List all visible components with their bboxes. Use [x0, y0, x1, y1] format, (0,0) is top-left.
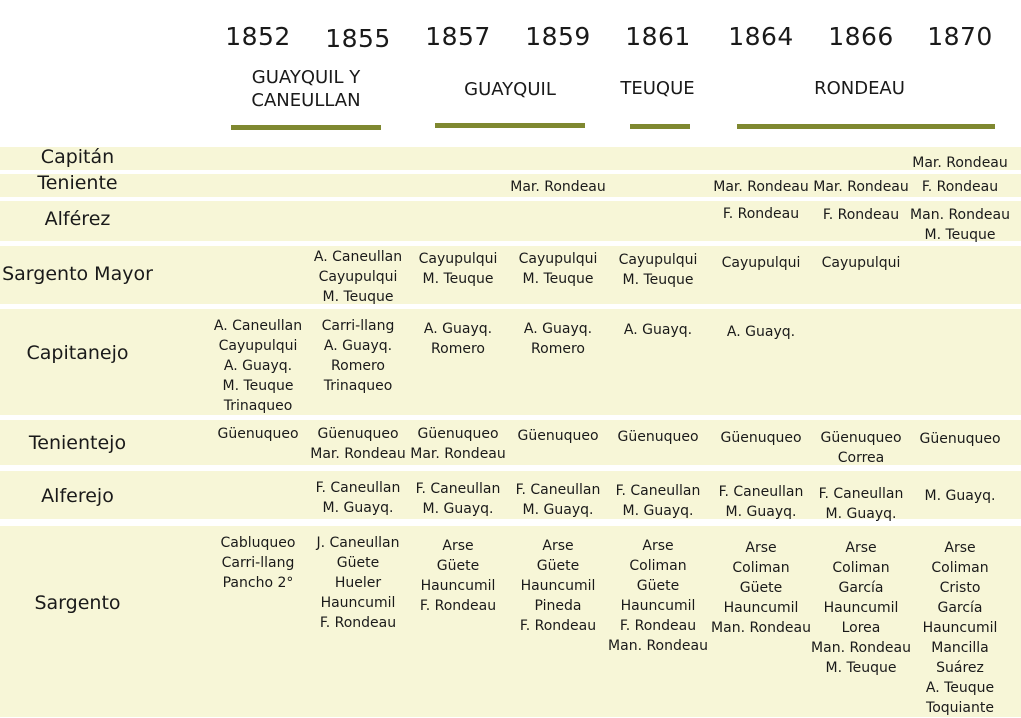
officer-cell	[208, 533, 308, 593]
officer-cell	[308, 424, 408, 464]
officer-name: Man. Rondeau	[711, 620, 811, 636]
rank-label: Alférez	[44, 208, 111, 230]
officer-name: Arse	[745, 540, 777, 556]
officer-name: Lorea	[841, 620, 881, 636]
officer-name: M. Guayq.	[725, 504, 797, 520]
officer-name: Güete	[336, 555, 380, 571]
officer-name: Cayupulqui	[721, 255, 801, 271]
officer-name: Cayupulqui	[518, 251, 598, 267]
officer-cell	[711, 253, 811, 273]
officer-name: Hauncumil	[823, 600, 899, 616]
year-label: 1861	[625, 22, 691, 51]
officer-name: M. Teuque	[222, 378, 294, 394]
rank-label: Tenientejo	[28, 432, 127, 454]
rank-label: Sargento Mayor	[2, 263, 153, 285]
chief-period-label: TEUQUE	[620, 78, 695, 99]
officer-name: F. Caneullan	[315, 480, 401, 496]
officer-cell	[608, 536, 708, 656]
chief-period-label: GUAYQUIL	[464, 79, 556, 100]
officer-name: F. Caneullan	[718, 484, 804, 500]
officer-name: Hauncumil	[620, 598, 696, 614]
officer-cell	[811, 253, 911, 273]
officer-name: Coliman	[931, 560, 989, 576]
officer-cell	[811, 538, 911, 678]
officer-name: F. Caneullan	[415, 481, 501, 497]
officer-cell	[711, 428, 811, 448]
rank-label: Teniente	[37, 172, 118, 194]
officer-cell	[408, 479, 508, 519]
officer-cell	[508, 480, 608, 520]
year-label: 1857	[425, 22, 491, 51]
officer-name: A. Guayq.	[223, 358, 293, 374]
officer-name: Cabluqueo	[220, 535, 296, 551]
officer-cell	[208, 424, 308, 444]
officer-cell	[910, 538, 1010, 718]
officer-name: M. Guayq.	[522, 502, 594, 518]
officer-cell	[308, 478, 408, 518]
officer-name: Hauncumil	[922, 620, 998, 636]
officer-name: Güenuqueo	[217, 426, 299, 442]
officer-name: Hauncumil	[520, 578, 596, 594]
officer-name: F. Rondeau	[419, 598, 497, 614]
officer-cell	[308, 533, 408, 633]
officer-name: M. Teuque	[322, 289, 394, 305]
officer-name: A. Guayq.	[423, 321, 493, 337]
officer-name: Romero	[431, 341, 485, 357]
officer-name: Güenuqueo	[317, 426, 399, 442]
officer-name: Mar. Rondeau	[912, 155, 1008, 171]
officer-cell	[508, 319, 608, 359]
rank-label: Capitanejo	[26, 342, 129, 364]
officer-name: F. Caneullan	[818, 486, 904, 502]
officer-cell	[811, 428, 911, 468]
officer-name: Romero	[531, 341, 585, 357]
officer-name: A. Teuque	[925, 680, 995, 696]
officer-name: M. Teuque	[924, 227, 996, 243]
officer-name: F. Rondeau	[722, 206, 800, 222]
officer-name: Arse	[845, 540, 877, 556]
year-label: 1866	[828, 22, 894, 51]
officer-name: M. Guayq.	[825, 506, 897, 522]
officer-name: Hauncumil	[420, 578, 496, 594]
officer-cell	[910, 429, 1010, 449]
officer-cell	[711, 482, 811, 522]
chief-period-label: RONDEAU	[814, 78, 905, 99]
officer-name: F. Rondeau	[319, 615, 397, 631]
chief-period-bar	[435, 123, 585, 128]
officer-name: Coliman	[732, 560, 790, 576]
officer-name: M. Teuque	[622, 272, 694, 288]
officer-name: A. Caneullan	[213, 318, 303, 334]
officer-name: F. Rondeau	[822, 207, 900, 223]
officer-cell	[608, 481, 708, 521]
officer-cell	[308, 316, 408, 396]
officer-name: Correa	[837, 450, 885, 466]
officer-name: Coliman	[629, 558, 687, 574]
officer-name: J. Caneullan	[316, 535, 400, 551]
officer-name: Güenuqueo	[517, 428, 599, 444]
officer-cell	[508, 177, 608, 197]
officer-name: Arse	[542, 538, 574, 554]
officer-name: M. Guayq.	[924, 488, 996, 504]
year-label: 1864	[728, 22, 794, 51]
officer-cell	[711, 177, 811, 197]
officer-cell	[408, 249, 508, 289]
officer-cell	[408, 536, 508, 616]
officer-name: Man. Rondeau	[811, 640, 911, 656]
officer-name: F. Caneullan	[615, 483, 701, 499]
officer-name: Pineda	[534, 598, 582, 614]
officer-name: Suárez	[936, 660, 984, 676]
year-label: 1859	[525, 22, 591, 51]
officer-name: Mar. Rondeau	[410, 446, 506, 462]
officer-name: Güete	[436, 558, 480, 574]
officer-name: Arse	[944, 540, 976, 556]
officer-cell	[608, 250, 708, 290]
officer-name: Cristo	[939, 580, 981, 596]
rank-label: Alferejo	[41, 485, 114, 507]
officer-cell	[608, 427, 708, 447]
officer-cell	[811, 205, 911, 225]
officer-name: Cayupulqui	[318, 269, 398, 285]
officer-name: Arse	[442, 538, 474, 554]
officer-name: Güete	[739, 580, 783, 596]
officer-cell	[711, 322, 811, 342]
officer-cell	[508, 249, 608, 289]
officer-name: Güenuqueo	[919, 431, 1001, 447]
officer-cell	[811, 177, 911, 197]
officer-name: Güete	[636, 578, 680, 594]
officer-name: Trinaqueo	[223, 398, 293, 414]
officer-name: Mar. Rondeau	[510, 179, 606, 195]
officer-name: A. Guayq.	[323, 338, 393, 354]
officer-name: Carri-llang	[321, 318, 395, 334]
chief-period-bar	[737, 124, 995, 129]
officer-name: Man. Rondeau	[608, 638, 708, 654]
officer-name: García	[838, 580, 884, 596]
officer-name: Man. Rondeau	[910, 207, 1010, 223]
officer-name: M. Teuque	[422, 271, 494, 287]
chief-period-bar	[630, 124, 690, 129]
officer-name: García	[937, 600, 983, 616]
officer-name: A. Guayq.	[726, 324, 796, 340]
officer-name: Romero	[331, 358, 385, 374]
rank-label: Capitán	[40, 146, 115, 168]
officer-name: Coliman	[832, 560, 890, 576]
officer-name: Mar. Rondeau	[713, 179, 809, 195]
officer-name: A. Guayq.	[623, 322, 693, 338]
officer-name: Mar. Rondeau	[813, 179, 909, 195]
officer-name: Pancho 2°	[222, 575, 294, 591]
officer-cell	[910, 205, 1010, 245]
officer-name: Arse	[642, 538, 674, 554]
officer-name: Güenuqueo	[417, 426, 499, 442]
officer-name: M. Teuque	[825, 660, 897, 676]
officer-cell	[910, 486, 1010, 506]
officer-name: Carri-llang	[221, 555, 295, 571]
officer-cell	[811, 484, 911, 524]
year-label: 1852	[225, 22, 291, 51]
officer-name: Cayupulqui	[418, 251, 498, 267]
officer-cell	[508, 426, 608, 446]
year-label: 1855	[325, 24, 391, 53]
rank-label: Sargento	[34, 592, 121, 614]
officer-name: F. Caneullan	[515, 482, 601, 498]
officer-name: M. Teuque	[522, 271, 594, 287]
officer-cell	[408, 319, 508, 359]
officer-cell	[208, 316, 308, 416]
officer-name: Trinaqueo	[323, 378, 393, 394]
officer-name: M. Guayq.	[622, 503, 694, 519]
officer-name: M. Guayq.	[422, 501, 494, 517]
officer-name: Cayupulqui	[821, 255, 901, 271]
officer-name: Güete	[536, 558, 580, 574]
officer-name: Hueler	[334, 575, 382, 591]
chief-period-bar	[231, 125, 381, 130]
officer-name: F. Rondeau	[921, 179, 999, 195]
officer-name: Mancilla	[931, 640, 989, 656]
officer-name: F. Rondeau	[519, 618, 597, 634]
year-label: 1870	[927, 22, 993, 51]
officer-name: M. Guayq.	[322, 500, 394, 516]
officer-name: Hauncumil	[320, 595, 396, 611]
officer-name: Hauncumil	[723, 600, 799, 616]
officer-name: Mar. Rondeau	[310, 446, 406, 462]
officer-cell	[711, 538, 811, 638]
officer-name: F. Rondeau	[619, 618, 697, 634]
officer-cell	[608, 320, 708, 340]
officer-cell	[910, 177, 1010, 197]
officer-cell	[508, 536, 608, 636]
officer-cell	[910, 153, 1010, 173]
chief-period-label: GUAYQUIL Y CANEULLAN	[251, 67, 361, 111]
officer-name: Cayupulqui	[618, 252, 698, 268]
officer-cell	[308, 247, 408, 307]
officer-name: Güenuqueo	[720, 430, 802, 446]
officer-name: Güenuqueo	[617, 429, 699, 445]
officer-name: A. Caneullan	[313, 249, 403, 265]
officer-cell	[711, 204, 811, 224]
officer-name: Toquiante	[926, 700, 994, 716]
officer-name: A. Guayq.	[523, 321, 593, 337]
officer-name: Güenuqueo	[820, 430, 902, 446]
officer-cell	[408, 424, 508, 464]
officer-name: Cayupulqui	[218, 338, 298, 354]
